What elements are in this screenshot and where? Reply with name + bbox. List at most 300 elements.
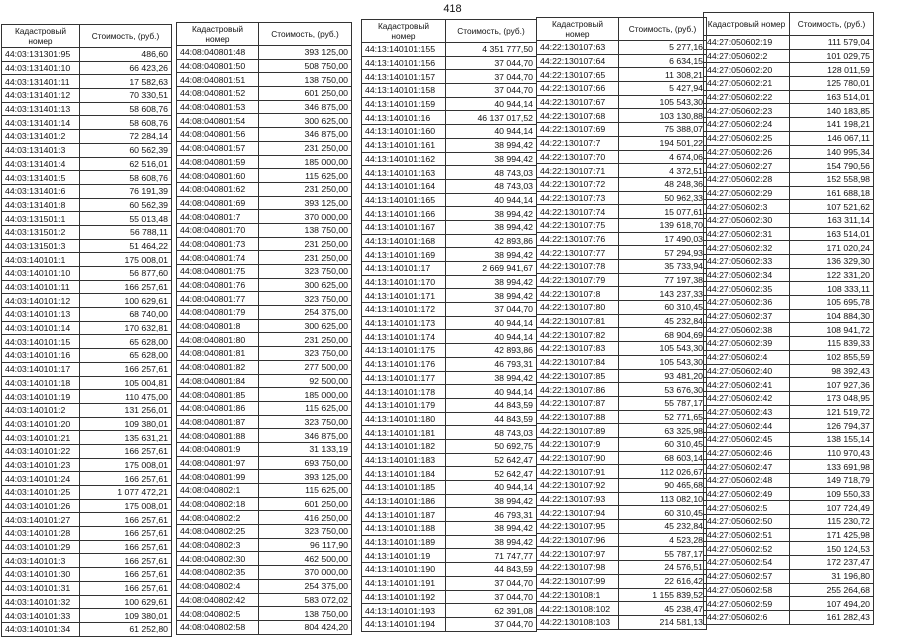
cost-cell: 115 839,33 [790,337,874,351]
cadastral-number-cell: 44:08:040801:70 [177,223,259,237]
table-row [177,237,352,251]
cadastral-number-cell: 44:22:130108:102 [537,602,619,616]
cost-cell: 63 325,98 [619,424,707,438]
cost-cell: 185 000,00 [259,155,352,169]
table-row [177,292,352,306]
cadastral-number-cell: 44:08:040802:58 [177,620,259,634]
cadastral-number-cell: 44:22:130107:8 [537,287,619,301]
table-row [2,486,172,500]
table-row [2,390,172,404]
table-row [704,501,874,515]
cadastral-number-cell: 44:08:040801:73 [177,237,259,251]
table-row [2,403,172,417]
cost-cell: 108 941,72 [790,323,874,337]
table-row [177,182,352,196]
table-row [177,46,352,60]
cost-cell: 48 743,03 [446,166,537,180]
cost-cell: 231 250,00 [259,141,352,155]
cadastral-number-cell: 44:27:050602:34 [704,268,790,282]
cadastral-number-cell: 44:03:131401:11 [2,75,80,89]
cost-cell: 133 691,98 [790,460,874,474]
table-row [362,481,537,495]
cadastral-number-cell: 44:27:050602:41 [704,378,790,392]
cadastral-number-cell: 44:22:130107:71 [537,164,619,178]
cost-cell: 393 125,00 [259,196,352,210]
cadastral-number-cell: 44:08:040801:84 [177,374,259,388]
table-row [704,487,874,501]
cadastral-number-cell: 44:08:040801:99 [177,470,259,484]
cost-cell: 107 521,62 [790,200,874,214]
table-row [362,522,537,536]
table-row [362,535,537,549]
cost-cell: 38 994,42 [446,152,537,166]
table-row [537,465,707,479]
cadastral-number-cell: 44:27:050602:48 [704,474,790,488]
cadastral-number-cell: 44:03:140101:31 [2,581,80,595]
cadastral-number-cell: 44:08:040801:85 [177,388,259,402]
cost-cell: 300 625,00 [259,319,352,333]
cost-cell: 154 790,56 [790,159,874,173]
cadastral-number-cell: 44:13:140101:161 [362,138,446,152]
cadastral-number-cell: 44:27:050602:21 [704,77,790,91]
table-row [704,364,874,378]
table-row [362,357,537,371]
cost-cell: 4 351 777,50 [446,43,537,57]
table-row [362,248,537,262]
cost-cell: 100 629,61 [80,595,172,609]
cadastral-number-cell: 44:22:130107:90 [537,451,619,465]
cost-cell: 37 044,70 [446,84,537,98]
table-row [2,294,172,308]
cadastral-number-cell: 44:03:131401:12 [2,89,80,103]
cost-cell: 107 724,49 [790,501,874,515]
table-row [537,164,707,178]
table-row [537,301,707,315]
cost-cell: 115 625,00 [259,484,352,498]
cadastral-number-cell: 44:13:140101:193 [362,604,446,618]
cost-cell: 300 625,00 [259,114,352,128]
cost-cell: 138 750,00 [259,223,352,237]
cost-cell: 5 427,94 [619,82,707,96]
cadastral-number-cell: 44:27:050602:36 [704,296,790,310]
cadastral-number-cell: 44:03:140101:29 [2,540,80,554]
cadastral-number-cell: 44:13:140101:194 [362,617,446,631]
table-row [2,48,172,62]
table-row [704,268,874,282]
table-row [177,374,352,388]
table-row [2,513,172,527]
cadastral-number-cell: 44:08:040801:75 [177,265,259,279]
cost-cell: 40 944,14 [446,125,537,139]
cadastral-number-cell: 44:03:140101:15 [2,335,80,349]
cost-cell: 45 232,84 [619,520,707,534]
cost-cell: 103 130,88 [619,109,707,123]
cost-cell: 37 044,70 [446,70,537,84]
table-row [362,467,537,481]
cost-cell: 166 257,61 [80,527,172,541]
cost-cell: 231 250,00 [259,333,352,347]
cost-cell: 56 877,60 [80,267,172,281]
cost-cell: 146 067,11 [790,131,874,145]
cadastral-number-cell: 44:03:140101:25 [2,486,80,500]
table-row [537,396,707,410]
cost-cell: 44 843,59 [446,563,537,577]
cost-cell: 38 994,42 [446,220,537,234]
cost-cell: 107 494,20 [790,597,874,611]
cadastral-number-cell: 44:27:050602:52 [704,542,790,556]
table-row [177,114,352,128]
cost-cell: 90 465,68 [619,479,707,493]
cadastral-number-cell: 44:13:140101:169 [362,248,446,262]
cadastral-number-cell: 44:13:140101:187 [362,508,446,522]
cadastral-number-cell: 44:22:130107:91 [537,465,619,479]
table-row [177,59,352,73]
cost-cell: 37 044,70 [446,56,537,70]
cadastral-number-cell: 44:13:140101:184 [362,467,446,481]
cadastral-number-cell: 44:22:130107:87 [537,396,619,410]
table-row [2,622,172,636]
table-row [2,499,172,513]
cost-cell: 135 631,21 [80,431,172,445]
table-row [177,579,352,593]
table-row [537,41,707,55]
cost-cell: 24 576,51 [619,561,707,575]
cost-cell: 65 628,00 [80,349,172,363]
table-row [704,200,874,214]
table-row [362,84,537,98]
cadastral-number-cell: 44:08:040801:87 [177,415,259,429]
cadastral-number-cell: 44:22:130107:92 [537,479,619,493]
cost-cell: 346 875,00 [259,128,352,142]
table-row [537,82,707,96]
table-row [2,595,172,609]
cadastral-number-cell: 44:13:140101:185 [362,481,446,495]
table-row [177,196,352,210]
table-row [2,267,172,281]
cost-cell: 115 625,00 [259,169,352,183]
cadastral-number-cell: 44:03:131301:95 [2,48,80,62]
cadastral-number-cell: 44:03:140101:12 [2,294,80,308]
table-row [177,347,352,361]
cost-cell: 55 013,48 [80,212,172,226]
cadastral-number-cell: 44:27:050602:38 [704,323,790,337]
cost-header: Стоимость, (руб.) [259,23,352,46]
table-row [537,260,707,274]
cost-cell: 231 250,00 [259,237,352,251]
table-row [704,515,874,529]
cost-cell: 35 733,94 [619,260,707,274]
cost-cell: 486,60 [80,48,172,62]
cost-cell: 138 750,00 [259,73,352,87]
cadastral-number-cell: 44:22:130107:96 [537,533,619,547]
cost-cell: 175 008,01 [80,499,172,513]
table-row [177,360,352,374]
cost-cell: 370 000,00 [259,210,352,224]
cadastral-number-cell: 44:03:140101:19 [2,390,80,404]
table-row [704,432,874,446]
cost-cell: 61 252,80 [80,622,172,636]
table-row [362,125,537,139]
cost-cell: 48 743,03 [446,426,537,440]
table-row [704,172,874,186]
cost-cell: 38 994,42 [446,207,537,221]
cadastral-number-cell: 44:03:131401:13 [2,102,80,116]
cost-cell: 37 044,70 [446,590,537,604]
cost-cell: 323 750,00 [259,292,352,306]
cadastral-number-cell: 44:27:050602:47 [704,460,790,474]
cadastral-number-cell: 44:13:140101:183 [362,453,446,467]
table-row [177,265,352,279]
table-row [537,328,707,342]
cost-cell: 175 008,01 [80,458,172,472]
cadastral-number-cell: 44:27:050602:23 [704,104,790,118]
table-row [704,213,874,227]
table-row [537,246,707,260]
cadastral-number-cell: 44:03:140101:32 [2,595,80,609]
cadastral-number-header: Кадастровый номер [177,23,259,46]
cost-cell: 171 020,24 [790,241,874,255]
cost-cell: 152 558,98 [790,172,874,186]
cost-cell: 163 514,01 [790,90,874,104]
cadastral-number-cell: 44:22:130107:66 [537,82,619,96]
table-row [362,439,537,453]
table-row [2,198,172,212]
table-row [2,335,172,349]
cadastral-number-cell: 44:03:131501:2 [2,225,80,239]
table-row [177,141,352,155]
cost-cell: 75 388,07 [619,123,707,137]
cost-cell: 107 927,36 [790,378,874,392]
table-row [704,597,874,611]
cost-cell: 136 329,30 [790,255,874,269]
cadastral-number-cell: 44:13:140101:168 [362,234,446,248]
table-row [704,569,874,583]
page-number: 418 [443,3,462,15]
cost-cell: 323 750,00 [259,347,352,361]
cost-cell: 40 944,14 [446,330,537,344]
cadastral-number-cell: 44:03:140101:1 [2,253,80,267]
cost-cell: 31 133,19 [259,442,352,456]
cadastral-number-cell: 44:08:040801:48 [177,46,259,60]
cadastral-number-cell: 44:08:040801:81 [177,347,259,361]
cost-cell: 4 523,28 [619,533,707,547]
cadastral-number-cell: 44:13:140101:177 [362,371,446,385]
cost-cell: 46 793,31 [446,508,537,522]
cost-cell: 115 230,72 [790,515,874,529]
cost-cell: 96 117,90 [259,538,352,552]
cadastral-number-cell: 44:03:140101:26 [2,499,80,513]
cost-cell: 17 490,03 [619,232,707,246]
cost-cell: 65 628,00 [80,335,172,349]
table-row [704,337,874,351]
cadastral-number-cell: 44:22:130107:94 [537,506,619,520]
table-row [537,95,707,109]
cadastral-number-cell: 44:08:040801:62 [177,182,259,196]
table-row [2,253,172,267]
table-row [704,528,874,542]
table-row [362,275,537,289]
cost-cell: 38 994,42 [446,289,537,303]
cadastral-number-cell: 44:13:140101:159 [362,97,446,111]
cadastral-number-cell: 44:27:050602:22 [704,90,790,104]
cost-cell: 140 183,85 [790,104,874,118]
table-row [362,262,537,276]
table-row [537,109,707,123]
cost-cell: 166 257,61 [80,472,172,486]
cadastral-number-cell: 44:22:130107:69 [537,123,619,137]
table-row [177,169,352,183]
cost-cell: 50 962,33 [619,191,707,205]
cadastral-number-cell: 44:22:130107:81 [537,314,619,328]
cost-cell: 173 048,95 [790,391,874,405]
table-row [177,223,352,237]
cadastral-number-cell: 44:03:140101:20 [2,417,80,431]
table-row [177,429,352,443]
cost-cell: 5 277,16 [619,41,707,55]
cadastral-number-cell: 44:27:050602:37 [704,309,790,323]
cost-cell: 70 330,51 [80,89,172,103]
cadastral-number-cell: 44:03:140101:3 [2,554,80,568]
cost-header: Стоимость, (руб.) [619,18,707,41]
cost-cell: 17 582,63 [80,75,172,89]
cost-cell: 166 257,61 [80,513,172,527]
table-row [537,437,707,451]
table-row [177,552,352,566]
table-row [177,100,352,114]
cost-cell: 68 904,69 [619,328,707,342]
table-row [177,525,352,539]
table-row [177,73,352,87]
cost-cell: 92 500,00 [259,374,352,388]
cadastral-number-cell: 44:27:050602:49 [704,487,790,501]
table-row [362,494,537,508]
cost-cell: 46 793,31 [446,357,537,371]
cadastral-number-cell: 44:22:130107:89 [537,424,619,438]
cadastral-number-cell: 44:27:050602:28 [704,172,790,186]
cost-cell: 48 248,36 [619,177,707,191]
table-row [177,278,352,292]
cost-cell: 393 125,00 [259,46,352,60]
cadastral-number-cell: 44:22:130108:1 [537,588,619,602]
table-row [704,610,874,624]
cost-cell: 115 625,00 [259,401,352,415]
cadastral-number-cell: 44:13:140101:180 [362,412,446,426]
cadastral-number-cell: 44:03:140101:18 [2,376,80,390]
cost-cell: 141 198,21 [790,118,874,132]
table-row [177,470,352,484]
cost-cell: 105 543,30 [619,95,707,109]
cost-cell: 60 562,39 [80,143,172,157]
cost-cell: 40 944,14 [446,481,537,495]
cost-header: Стоимость, (руб.) [446,20,537,43]
table-row [537,136,707,150]
cadastral-number-cell: 44:08:040801:79 [177,306,259,320]
cost-cell: 149 718,79 [790,474,874,488]
cost-cell: 163 311,14 [790,213,874,227]
cadastral-number-cell: 44:13:140101:181 [362,426,446,440]
cadastral-number-cell: 44:13:140101:16 [362,111,446,125]
cadastral-number-cell: 44:27:050602:45 [704,432,790,446]
table-row [704,542,874,556]
cadastral-number-cell: 44:08:040801:56 [177,128,259,142]
cost-cell: 22 616,42 [619,574,707,588]
table-row [2,349,172,363]
cadastral-number-cell: 44:08:040801:97 [177,456,259,470]
cost-cell: 323 750,00 [259,525,352,539]
cadastral-number-cell: 44:22:130107:63 [537,41,619,55]
table-row [537,355,707,369]
table-row [537,588,707,602]
table-row [362,330,537,344]
cadastral-number-cell: 44:13:140101:155 [362,43,446,57]
cadastral-number-cell: 44:13:140101:175 [362,344,446,358]
cadastral-number-cell: 44:27:050602:30 [704,213,790,227]
cost-cell: 583 072,02 [259,593,352,607]
table-row [537,123,707,137]
cost-cell: 52 771,65 [619,410,707,424]
table-row [362,371,537,385]
cost-cell: 40 944,14 [446,385,537,399]
cost-cell: 416 250,00 [259,511,352,525]
cadastral-number-cell: 44:08:040801:76 [177,278,259,292]
cost-table-2 [176,22,352,635]
table-row [704,378,874,392]
table-row [362,43,537,57]
cost-cell: 231 250,00 [259,251,352,265]
table-row [177,210,352,224]
table-row [537,602,707,616]
table-row [704,391,874,405]
cost-cell: 508 750,00 [259,59,352,73]
table-row [362,412,537,426]
cost-cell: 31 196,80 [790,569,874,583]
cost-cell: 112 026,67 [619,465,707,479]
cost-cell: 66 423,26 [80,61,172,75]
table-row [537,410,707,424]
cadastral-number-cell: 44:27:050602:24 [704,118,790,132]
cadastral-number-cell: 44:22:130107:68 [537,109,619,123]
cost-cell: 2 669 941,67 [446,262,537,276]
cadastral-number-cell: 44:27:050602:39 [704,337,790,351]
table-row [704,460,874,474]
cadastral-number-cell: 44:08:040801:86 [177,401,259,415]
cadastral-number-cell: 44:08:040802:35 [177,566,259,580]
cost-cell: 346 875,00 [259,100,352,114]
cost-cell: 166 257,61 [80,280,172,294]
cadastral-number-cell: 44:22:130107:79 [537,273,619,287]
cadastral-number-cell: 44:27:050602:35 [704,282,790,296]
table-row [177,484,352,498]
table-row [704,104,874,118]
table-row [177,593,352,607]
cadastral-number-cell: 44:08:040801:60 [177,169,259,183]
cadastral-number-cell: 44:27:050602:19 [704,36,790,50]
cost-table-4 [536,17,707,630]
cadastral-number-cell: 44:03:131401:8 [2,198,80,212]
cost-cell: 231 250,00 [259,182,352,196]
cadastral-number-cell: 44:08:040801:53 [177,100,259,114]
cost-cell: 62 516,01 [80,157,172,171]
cost-cell: 140 995,34 [790,145,874,159]
table-row [177,442,352,456]
cost-cell: 300 625,00 [259,278,352,292]
table-row [537,492,707,506]
cost-cell: 53 676,30 [619,383,707,397]
cost-cell: 60 562,39 [80,198,172,212]
cost-cell: 1 077 472,21 [80,486,172,500]
cadastral-number-cell: 44:22:130107:77 [537,246,619,260]
cadastral-number-cell: 44:03:140101:30 [2,568,80,582]
